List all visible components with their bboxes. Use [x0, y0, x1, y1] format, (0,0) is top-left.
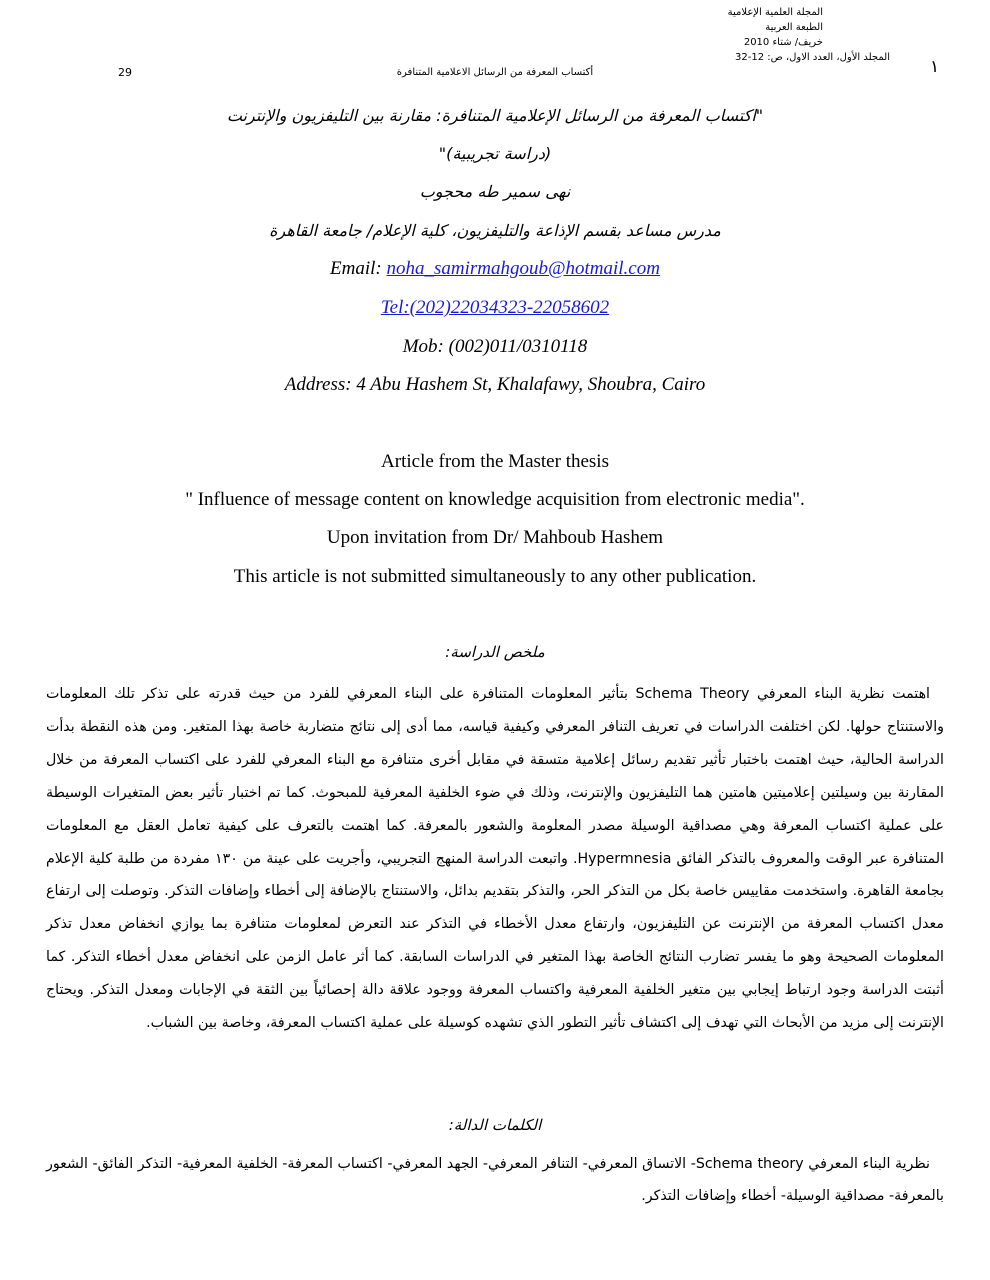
keywords-body [46, 1148, 944, 1212]
paper-title-line2: (دراسة تجريبية)" [438, 144, 552, 163]
journal-name: المجلة العلمية الإعلامية [727, 7, 823, 18]
email-line [0, 258, 990, 280]
article-note-line4: This article is not submitted simultaneously to any other publication. [233, 566, 757, 587]
email-label: Email: [330, 258, 387, 279]
running-title: أكتساب المعرفة من الرسائل الاعلامية المتنافرة [396, 67, 594, 78]
article-note-line1: Article from the Master thesis [381, 451, 609, 472]
author-affiliation: مدرس مساعد بقسم الإذاعة والتليفزيون، كلية الإعلام/ جامعة القاهرة [269, 221, 721, 240]
keywords-paragraph: نظرية البناء المعرفي Schema theory- الاتساق المعرفي- التنافر المعرفي- الجهد المعرفي- اكتساب المعرفة- الخلفية المعرفية- التذكر الفائق- الشعور بالمعرفة- مصداقية الوسيلة- أخطاء وإضافات التذكر. [46, 1156, 944, 1204]
arabic-page-number: ١ [930, 57, 940, 77]
address-line: Address: 4 Abu Hashem St, Khalafawy, Shoubra, Cairo [284, 374, 706, 395]
mobile-line: Mob: (002)011/0310118 [402, 336, 588, 357]
email-link[interactable]: noha_samirmahgoub@hotmail.com [386, 258, 660, 279]
page-number: 29 [118, 66, 132, 79]
abstract-heading: ملخص الدراسة: [445, 643, 545, 661]
journal-volume: المجلد الأول، العدد الاول، ص: 12-32 [734, 52, 890, 63]
journal-info [725, 5, 895, 65]
keywords-heading: الكلمات الدالة: [448, 1116, 542, 1134]
article-note-line3: Upon invitation from Dr/ Mahboub Hashem [326, 527, 664, 548]
tel-line [0, 297, 990, 319]
abstract-paragraph: اهتمت نظرية البناء المعرفي Schema Theory بتأثير المعلومات المتنافرة على البناء المعرفي للفرد من حيث قدرته على تذكر تلك المعلومات والاستنتاج حولها. لكن اختلفت الدراسات في تعريف التنافر المعرفي وكيفية قياسه، مما أدى إلى نتائج متضاربة خاصة بهذا المتغير. ومن هذه النقطة بدأت الدراسة الحالية، حيث اهتمت باختبار تأثير تقديم رسائل إعلامية متسقة في مقابل أخرى متنافرة مع البناء المعرفي للفرد على اكتساب المعرفة من خلال المقارنة بين وسيلتين إعلاميتين هامتين هما التليفزيون والإنترنت، وذلك في ضوء الخلفية المعرفية للمبحوث. كما تم اختبار تأثير بعض المتغيرات الوسيطة على عملية اكتساب المعرفة وهي مصداقية الوسيلة مصدر المعلومة والشعور بالمعرفة. كما اهتمت بالتعرف على كيفية تعامل العقل مع المعلومات المتنافرة عبر الوقت والمعروف بالتذكر الفائق Hypermnesia. واتبعت الدراسة المنهج التجريبي، وأجريت على عينة من ١٣٠ مفردة من طلبة كلية الإعلام بجامعة القاهرة. واستخدمت مقاييس خاصة بكل من التذكر الحر، والتذكر بتقديم بدائل، والاستنتاج بالإضافة إلى أخطاء وإضافات التذكر. وتوصلت إلى ارتفاع معدل اكتساب المعرفة من الإنترنت عن التليفزيون، وارتفاع معدل الأخطاء في التذكر عند التعرض لمعلومات متنافرة بما يوازي انخفاض معدل تذكر المعلومات الصحيحة وهو ما يفسر تضارب النتائج الخاصة بهذا المتغير في الدراسات السابقة. كما أثر عامل الزمن على انخفاض معدل أخطاء التذكر. كما أثبتت الدراسة وجود ارتباط إيجابي بين متغير الخلفية المعرفية واكتساب المعرفة ووجود علاقة دالة إحصائياً بين الثقة في الإجابات ومعدل التذكر. ويحتاج الإنترنت إلى مزيد من الأبحاث التي تهدف إلى اكتشاف تأثير التطور الذي تشهده كوسيلة على عملية اكتساب المعرفة، وخاصة بين الشباب. [46, 686, 944, 1032]
paper-title-line1: "اكتساب المعرفة من الرسائل الإعلامية المتنافرة: مقارنة بين التليفزيون والإنترنت [226, 106, 764, 125]
journal-season: خريف/ شتاء 2010 [743, 37, 823, 48]
journal-edition: الطبعة العربية [765, 22, 823, 33]
tel-link[interactable]: Tel:(202)22034323-22058602 [380, 297, 610, 318]
article-note-line2: " Influence of message content on knowledge acquisition from electronic media". [185, 489, 805, 510]
abstract-body [46, 678, 944, 1040]
author-name: نهى سمير طه محجوب [419, 182, 571, 201]
